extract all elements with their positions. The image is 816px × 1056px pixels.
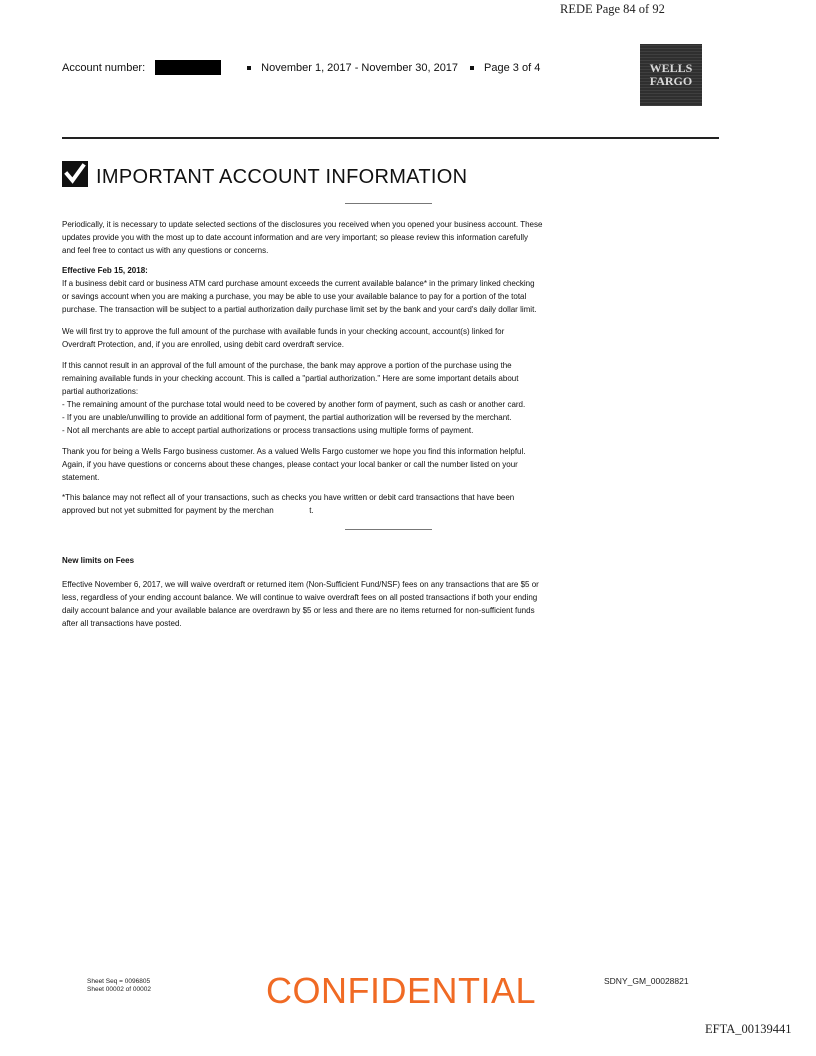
bullet-separator — [247, 66, 251, 70]
efta-number: EFTA_00139441 — [705, 1022, 792, 1036]
effective-section: Effective Feb 15, 2018: If a business debit card or business ATM card purchase amount exceeds the current available balance* in the primary linked checking or savings account when you are making a purchase, you may be able to use your available balance to pay for a portion of the total purchase. The transaction will be subject to a partial authorization daily purchase limit set by the bank and your card's daily dollar limit. — [62, 264, 662, 316]
logo-line-1: WELLS — [649, 61, 693, 75]
approve-paragraph: We will first try to approve the full amount of the purchase with available funds in your checking account, account(s) linked for Overdraft Protection, and, if you are enrolled, using debit card overdraft service. — [62, 327, 505, 349]
fees-heading: New limits on Fees — [62, 556, 135, 565]
redacted-account-number — [155, 60, 221, 75]
divider — [345, 529, 432, 530]
section-title: IMPORTANT ACCOUNT INFORMATION — [96, 166, 468, 188]
footnote-paragraph: *This balance may not reflect all of your transactions, such as checks you have written or debit card transactions that have been approved but not yet submitted for payment by the merchan t. — [62, 493, 515, 515]
intro-paragraph: Periodically, it is necessary to update selected sections of the disclosures you received when you opened your business account. These updates provide you with the most up to date account information and are very important; so please review this information carefully and feel free to contact us with any questions or concerns. — [62, 220, 543, 255]
statement-header — [62, 60, 540, 75]
account-number-label: Account number: — [62, 61, 146, 74]
bullet-separator — [470, 66, 474, 70]
wells-fargo-logo — [640, 44, 702, 106]
confidential-stamp: CONFIDENTIAL — [266, 970, 537, 1011]
thanks-paragraph: Thank you for being a Wells Fargo business customer. As a valued Wells Fargo customer we hope you find this information helpful. Again, if you have questions or concerns about these changes, please contact your local banker or call the number listed on your statement. — [62, 447, 526, 482]
statement-period: November 1, 2017 - November 30, 2017 — [261, 61, 459, 74]
sheet-sequence: Sheet Seq = 0096805 Sheet 00002 of 00002 — [87, 978, 151, 993]
effective-heading: Effective Feb 15, 2018: — [62, 266, 148, 275]
page-indicator: Page 3 of 4 — [484, 61, 541, 74]
header-rule — [62, 137, 719, 139]
page-stamp: REDE Page 84 of 92 — [560, 2, 665, 16]
logo-line-2: FARGO — [649, 74, 693, 88]
bates-number: SDNY_GM_00028821 — [604, 976, 689, 986]
divider — [345, 203, 432, 204]
partial-authorization-paragraph: If this cannot result in an approval of the full amount of the purchase, the bank may approve a portion of the purchase using the remaining available funds in your checking account. This is called a "partial authorization." Here are some important details about partial authorizations: - The remaining amount of the purchase total would need to be covered by another form of payment, such as cash or another card. - If you are unable/unwilling to provide an additional form of payment, the partial authorization will be reversed by the merchant. - Not all merchants are able to accept partial authorizations or process transactions using multiple forms of payment. — [62, 361, 526, 435]
checkbox-checked-icon — [62, 161, 88, 187]
fees-paragraph: Effective November 6, 2017, we will waive overdraft or returned item (Non-Sufficient Fund/NSF) fees on any transactions that are $5 or less, regardless of your ending account balance. We will continue to waive overdraft fees on all posted transactions if both your ending daily account balance and your available balance are overdrawn by $5 or less and there are no items returned for non-sufficient funds after all transactions have posted. — [62, 580, 539, 628]
